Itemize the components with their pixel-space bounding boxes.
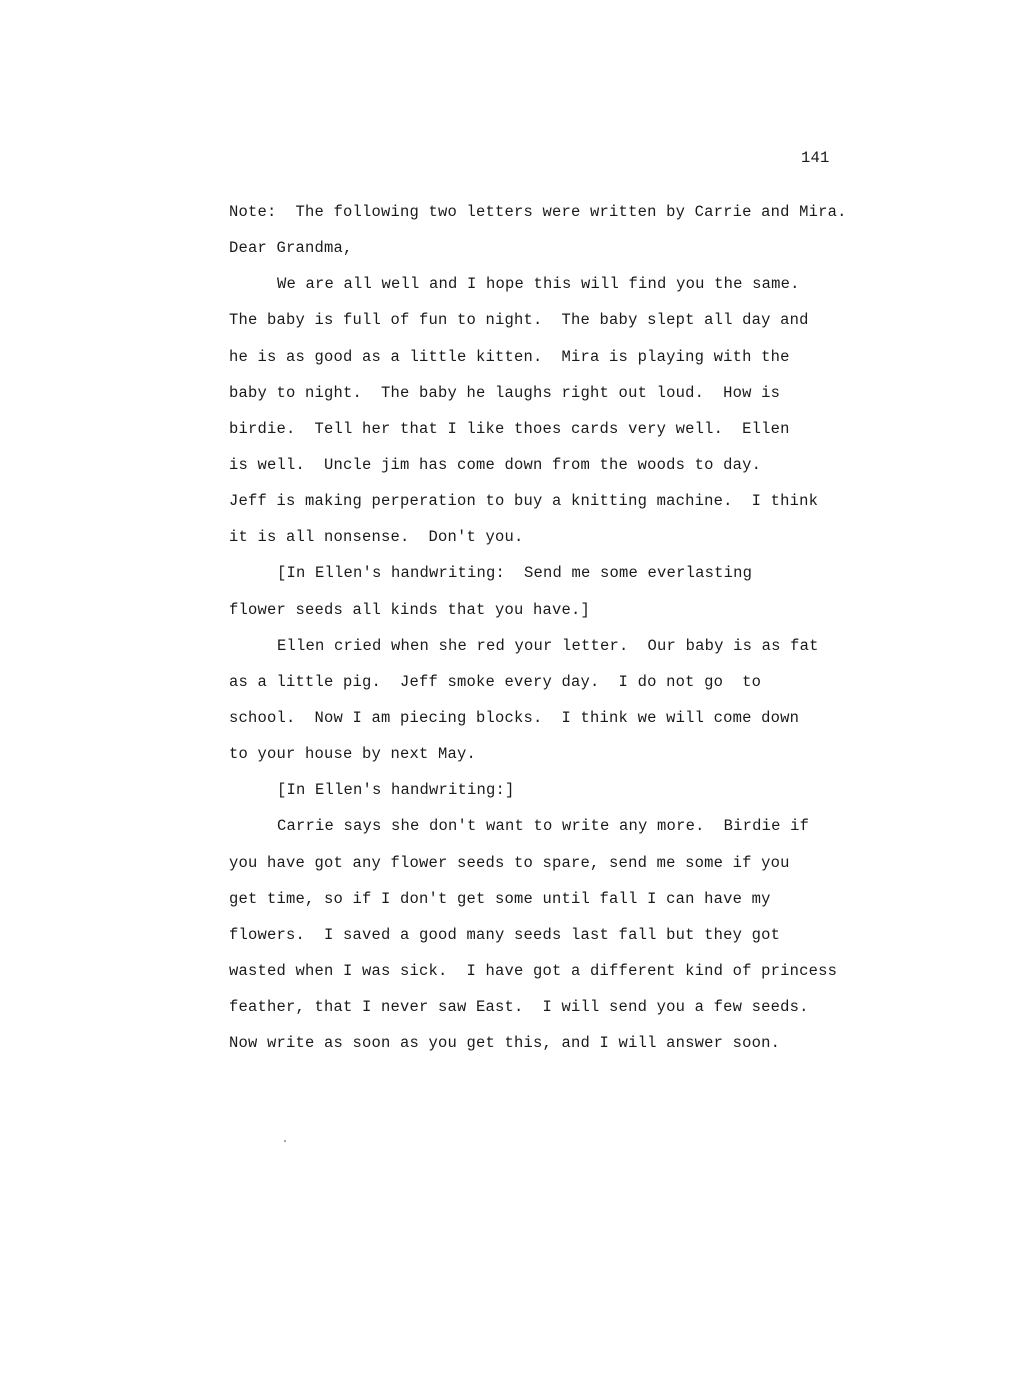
text-line: school. Now I am piecing blocks. I think we will come down (229, 708, 800, 727)
text-line: Note: The following two letters were written by Carrie and Mira. (229, 203, 847, 221)
text-line: feather, that I never saw East. I will send you a few seeds. (229, 998, 809, 1017)
text-line: get time, so if I don't get some until fall I can have my (229, 889, 771, 908)
letter-body (229, 202, 909, 1069)
text-line: Carrie says she don't want to write any more. Birdie if (277, 817, 810, 836)
text-line: [In Ellen's handwriting:] (277, 781, 515, 800)
page-number: 141 (801, 149, 830, 167)
text-line: Now write as soon as you get this, and I will answer soon. (229, 1034, 781, 1053)
text-line: as a little pig. Jeff smoke every day. I do not go to (229, 672, 762, 691)
text-line: is well. Uncle jim has come down from the woods to day. (229, 455, 762, 474)
scan-speck (284, 1140, 286, 1142)
text-line: to your house by next May. (229, 745, 477, 764)
text-line: Ellen cried when she red your letter. Our baby is as fat (277, 636, 819, 655)
text-line: you have got any flower seeds to spare, send me some if you (229, 853, 790, 872)
text-line: Jeff is making perperation to buy a knitting machine. I think (229, 492, 819, 511)
text-line: he is as good as a little kitten. Mira is playing with the (229, 347, 790, 366)
text-line: wasted when I was sick. I have got a different kind of princess (229, 961, 838, 980)
text-line: flowers. I saved a good many seeds last fall but they got (229, 925, 781, 944)
text-line: We are all well and I hope this will find you the same. (277, 275, 800, 294)
text-line: flower seeds all kinds that you have.] (229, 600, 591, 619)
text-line: birdie. Tell her that I like thoes cards very well. Ellen (229, 419, 790, 438)
text-line: baby to night. The baby he laughs right out loud. How is (229, 383, 781, 402)
text-line: Dear Grandma, (229, 239, 353, 258)
text-line: [In Ellen's handwriting: Send me some everlasting (277, 564, 753, 583)
text-line: it is all nonsense. Don't you. (229, 528, 524, 547)
text-line: The baby is full of fun to night. The baby slept all day and (229, 311, 809, 330)
